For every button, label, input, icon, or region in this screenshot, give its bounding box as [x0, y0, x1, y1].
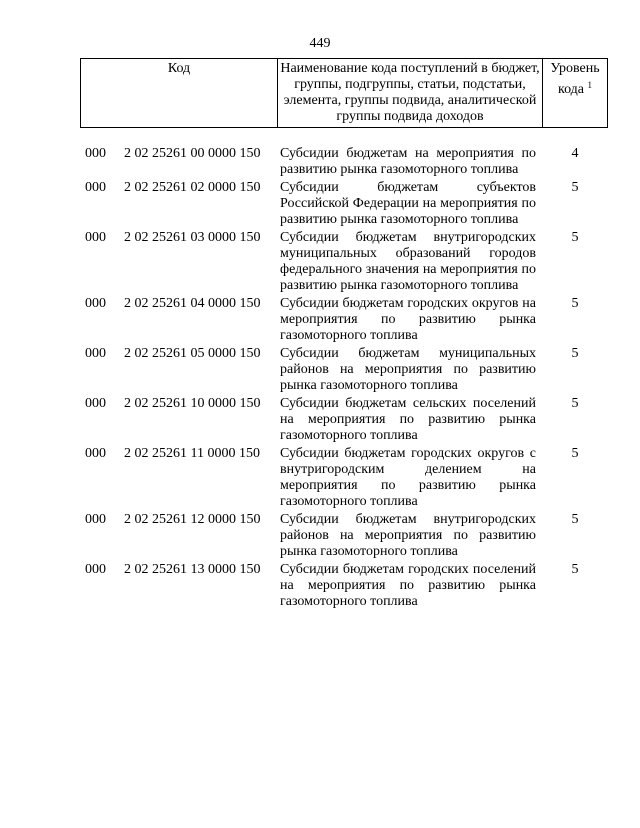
- table-row: [0, 296, 640, 344]
- row-level: 5: [571, 396, 579, 411]
- row-admin-code: 000: [85, 446, 106, 461]
- row-code: 2 02 25261 13 0000 150: [124, 562, 261, 577]
- row-level: 4: [571, 146, 579, 161]
- header-code: Код: [81, 59, 278, 127]
- row-name: Субсидии бюджетам субъектов Российской Федерации на мероприятия по развитию рынка газомоторного топлива: [280, 180, 536, 227]
- row-name: Субсидии бюджетам сельских поселений на мероприятия по развитию рынка газомоторного топлива: [280, 396, 536, 443]
- row-code: 2 02 25261 05 0000 150: [124, 346, 261, 361]
- header-level-label: Уровень кода: [550, 61, 600, 97]
- row-level: 5: [571, 346, 579, 361]
- row-admin-code: 000: [85, 230, 106, 245]
- row-code: 2 02 25261 03 0000 150: [124, 230, 261, 245]
- row-level: 5: [571, 562, 579, 577]
- row-admin-code: 000: [85, 346, 106, 361]
- table-row: [0, 230, 640, 294]
- row-level: 5: [571, 296, 579, 311]
- row-name: Субсидии бюджетам внутригородских районов на мероприятия по развитию рынка газомоторного топлива: [280, 512, 536, 559]
- table-row: [0, 512, 640, 560]
- row-admin-code: 000: [85, 512, 106, 527]
- row-code: 2 02 25261 04 0000 150: [124, 296, 261, 311]
- table-header: [80, 58, 608, 128]
- header-name: Наименование кода поступлений в бюджет, группы, подгруппы, статьи, подстатьи, элемента, группы подвида, аналитической группы подвида доходов: [278, 59, 543, 127]
- row-name: Субсидии бюджетам муниципальных районов на мероприятия по развитию рынка газомоторного топлива: [280, 346, 536, 393]
- row-admin-code: 000: [85, 180, 106, 195]
- table-row: [0, 346, 640, 394]
- row-admin-code: 000: [85, 562, 106, 577]
- row-code: 2 02 25261 11 0000 150: [124, 446, 260, 461]
- table-row: [0, 146, 640, 178]
- row-name: Субсидии бюджетам городских округов на мероприятия по развитию рынка газомоторного топлива: [280, 296, 536, 343]
- row-admin-code: 000: [85, 396, 106, 411]
- row-admin-code: 000: [85, 146, 106, 161]
- header-level-footnote: 1: [587, 80, 593, 90]
- page-number: 449: [309, 36, 331, 51]
- row-code: 2 02 25261 00 0000 150: [124, 146, 261, 161]
- row-code: 2 02 25261 02 0000 150: [124, 180, 261, 195]
- row-level: 5: [571, 230, 579, 245]
- table-row: [0, 446, 640, 510]
- table-row: [0, 180, 640, 228]
- table-row: [0, 562, 640, 610]
- row-level: 5: [571, 512, 579, 527]
- row-code: 2 02 25261 12 0000 150: [124, 512, 261, 527]
- row-name: Субсидии бюджетам на мероприятия по развитию рынка газомоторного топлива: [280, 146, 536, 177]
- row-level: 5: [571, 180, 579, 195]
- row-code: 2 02 25261 10 0000 150: [124, 396, 261, 411]
- table-row: [0, 396, 640, 444]
- table-body: [0, 146, 640, 612]
- header-level: [543, 59, 607, 127]
- row-level: 5: [571, 446, 579, 461]
- row-name: Субсидии бюджетам внутригородских муниципальных образований городов федерального значения на мероприятия по развитию рынка газомоторного топлива: [280, 230, 536, 293]
- row-name: Субсидии бюджетам городских округов с внутригородским делением на мероприятия по развитию рынка газомоторного топлива: [280, 446, 536, 509]
- row-name: Субсидии бюджетам городских поселений на мероприятия по развитию рынка газомоторного топлива: [280, 562, 536, 609]
- row-admin-code: 000: [85, 296, 106, 311]
